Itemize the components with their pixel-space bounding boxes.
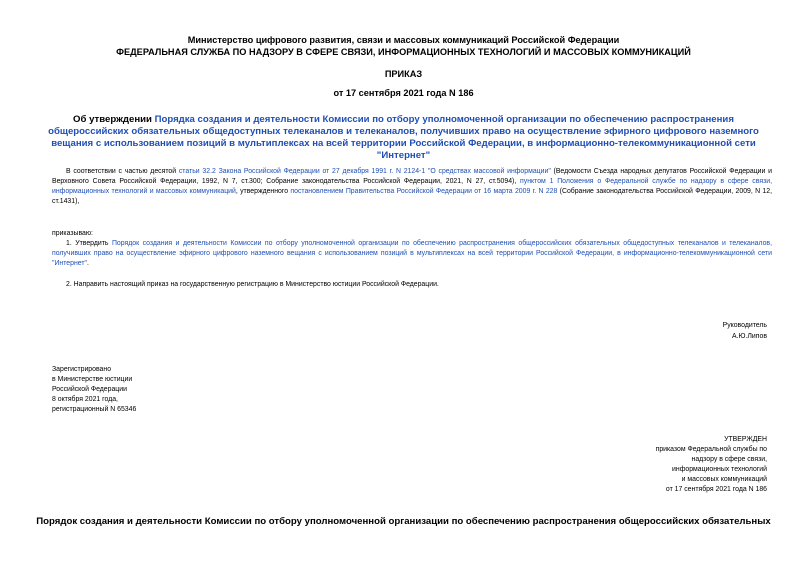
procedure-title: Порядок создания и деятельности Комиссии по отбору уполномоченной организации по обеспечению распространения общероссийских обязательных: [36, 516, 771, 527]
law-link[interactable]: статьи 32.2 Закона Российской Федерации от 27 декабря 1991 г. N 2124-1 "О средствах массовой информации": [178, 168, 551, 175]
registration-line: регистрационный N 65346: [52, 406, 137, 413]
signature-role: Руководитель: [722, 322, 767, 329]
item-1-text-2: .: [86, 260, 89, 267]
doc-type: ПРИКАЗ: [384, 69, 423, 79]
registration-line: Зарегистрировано: [52, 366, 112, 373]
doc-date: от 17 сентября 2021 года N 186: [333, 88, 474, 98]
title-prefix: Об утверждении: [73, 114, 155, 125]
service-name: ФЕДЕРАЛЬНАЯ СЛУЖБА ПО НАДЗОРУ В СФЕРЕ СВЯЗИ, ИНФОРМАЦИОННЫХ ТЕХНОЛОГИЙ И МАССОВЫХ КОММУНИКАЦИЙ: [116, 47, 691, 57]
order-word: приказываю:: [52, 230, 93, 237]
regulation-link[interactable]: пунктом 1 Положения о Федеральной службе по надзору в сфере связи, информационных технологий и массовых коммуникаций: [52, 178, 772, 195]
approval-line: информационных технологий: [672, 466, 767, 473]
approval-line: приказом Федеральной службы по: [655, 446, 767, 453]
approval-block: [656, 435, 767, 495]
signature-name: А.Ю.Липов: [732, 333, 767, 340]
ministry-name: Министерство цифрового развития, связи и массовых коммуникаций Российской Федерации: [187, 35, 620, 45]
preamble-text-4: (Собрание законодательства Российской Федерации, 2009, N 12, ст.1431),: [52, 188, 773, 205]
item-1-text-1: 1. Утвердить: [66, 240, 112, 247]
approval-line: и массовых коммуникаций: [681, 476, 767, 483]
approval-line: УТВЕРЖДЕН: [724, 436, 767, 443]
item-2-paragraph: 2. Направить настоящий приказ на государственную регистрацию в Министерство юстиции Российской Федерации.: [66, 281, 439, 288]
registration-line: в Министерстве юстиции: [52, 376, 133, 383]
procedure-link[interactable]: Порядок создания и деятельности Комиссии по отбору уполномоченной организации по обеспечению распространения общероссийских обязательных общедоступных телеканалов и телеканалов, получивших право на осуществление эфирного цифрового наземного вещания с использованием позиций в мультиплексах на всей территории Российской Федерации, в информационно-телекоммуникационной сети "Интернет": [52, 240, 772, 267]
document-title: [40, 114, 767, 162]
preamble-paragraph: [52, 167, 772, 207]
approval-line: надзору в сфере связи,: [691, 456, 767, 463]
registration-block: [52, 365, 136, 415]
approval-line: от 17 сентября 2021 года N 186: [665, 486, 767, 493]
registration-line: Российской Федерации: [52, 386, 127, 393]
preamble-text-2: (Ведомости Съезда народных депутатов Российской Федерации и Верховного Совета Российской Федерации, 1992, N 7, ст.300; Собрание законодательства Российской Федерации, 2021, N 27, ст.5094),: [52, 168, 772, 185]
title-link[interactable]: Порядка создания и деятельности Комиссии по отбору уполномоченной организации по обеспечению распространения общероссийских обязательных общедоступных телеканалов и телеканалов, получивших право на осуществление эфирного цифрового наземного вещания с использованием позиций в мультиплексах на всей территории Российской Федерации, в информационно-телекоммуникационной сети "Интернет": [48, 114, 759, 161]
resolution-link[interactable]: постановлением Правительства Российской Федерации от 16 марта 2009 г. N 228: [290, 188, 558, 195]
registration-line: 8 октября 2021 года,: [52, 396, 118, 403]
preamble-text-1: В соответствии с частью десятой: [66, 168, 179, 175]
preamble-text-3: , утвержденного: [235, 188, 291, 195]
item-1-paragraph: [52, 239, 772, 269]
